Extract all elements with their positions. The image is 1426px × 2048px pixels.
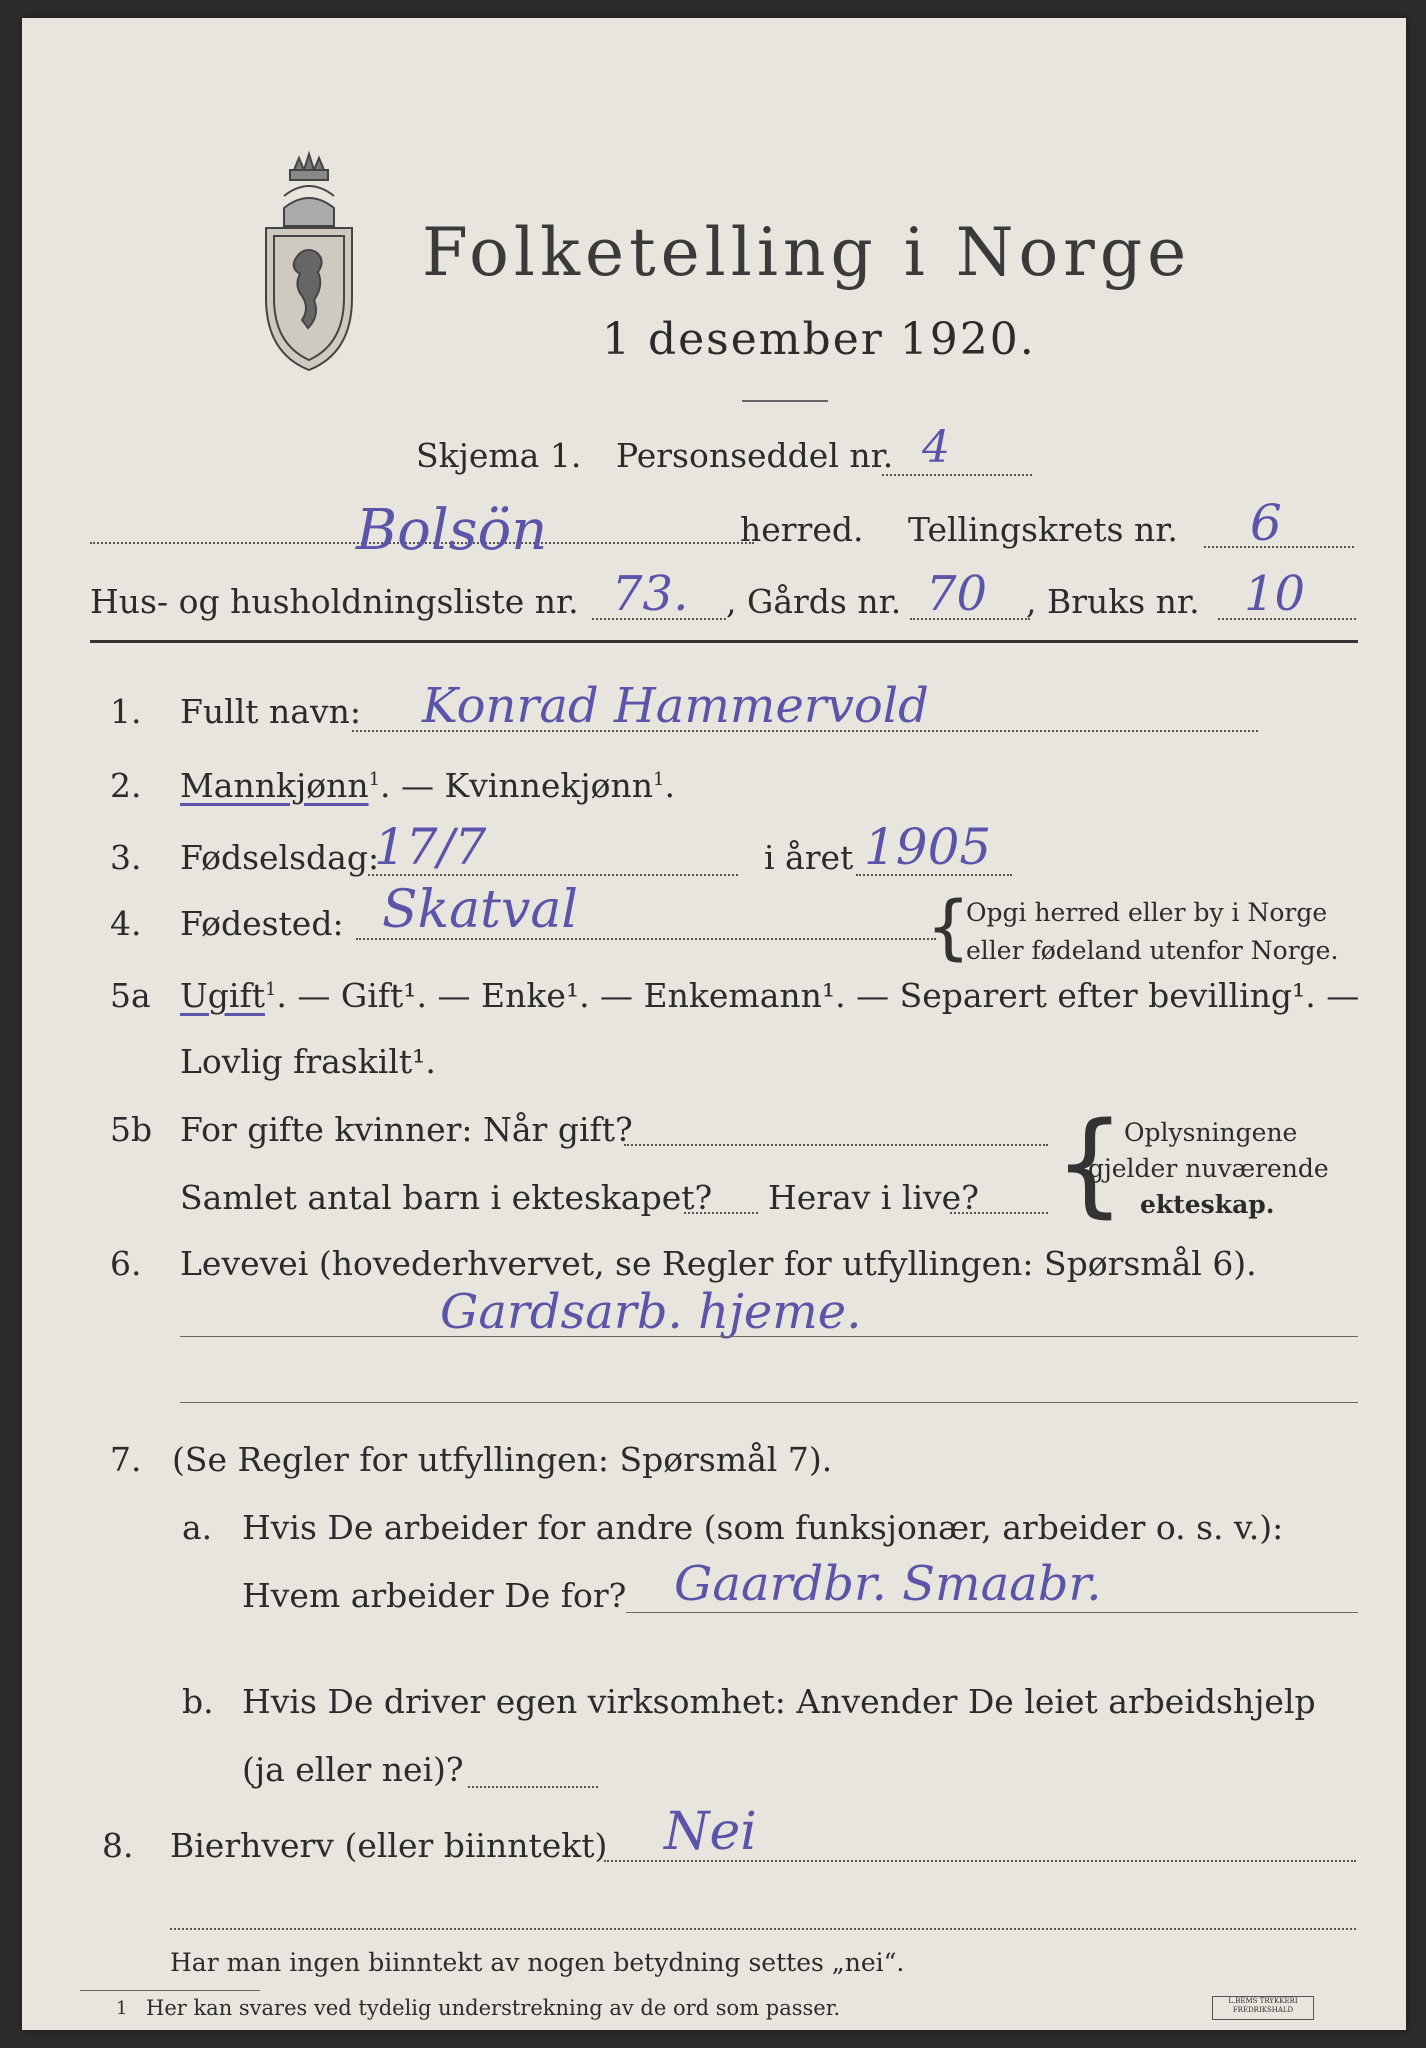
footer-note: Har man ingen biinntekt av nogen betydning settes „nei“.	[170, 1948, 905, 1977]
q7a-line1: Hvis De arbeider for andre (som funksjonær, arbeider o. s. v.):	[242, 1508, 1284, 1547]
side-income-value: Nei	[664, 1802, 757, 1862]
q7b-line1: Hvis De driver egen virksomhet: Anvender De leiet arbeidshjelp	[242, 1682, 1316, 1721]
census-form	[22, 18, 1406, 2030]
q5a-number: 5a	[110, 976, 151, 1015]
marriage-note-brace: {	[1054, 1099, 1126, 1229]
title-divider	[742, 400, 828, 402]
occupation-field-line-1[interactable]	[180, 1336, 1358, 1337]
personseddel-field[interactable]	[882, 474, 1032, 476]
birthplace-value: Skatval	[382, 880, 579, 940]
coat-of-arms-icon	[254, 148, 364, 373]
side-income-field-2[interactable]	[170, 1928, 1356, 1930]
q7-label: (Se Regler for utfyllingen: Spørsmål 7).	[172, 1440, 833, 1479]
employer-label: Hvem arbeider De for?	[242, 1576, 627, 1615]
full-name-value: Konrad Hammervold	[422, 678, 929, 734]
hired-help-label: (ja eller nei)?	[242, 1750, 464, 1789]
tellingskrets-value: 6	[1250, 494, 1282, 552]
children-alive-field[interactable]	[950, 1212, 1048, 1214]
q6-number: 6.	[110, 1244, 142, 1283]
hus-label: Hus- og husholdningsliste nr.	[90, 582, 579, 621]
q1-number: 1.	[110, 692, 142, 731]
q4-number: 4.	[110, 904, 142, 943]
gards-label: , Gårds nr.	[726, 582, 902, 621]
employer-value: Gaardbr. Smaabr.	[674, 1556, 1102, 1612]
q7b-letter: b.	[182, 1682, 214, 1721]
form-title: Folketelling i Norge	[422, 214, 1192, 291]
marriage-note-1: Oplysningene	[1124, 1118, 1298, 1147]
birthplace-note-brace: {	[926, 886, 971, 968]
occupation-label: Levevei (hovederhvervet, se Regler for utfyllingen: Spørsmål 6).	[180, 1244, 1257, 1283]
q2-number: 2.	[110, 766, 142, 805]
bruks-label: , Bruks nr.	[1026, 582, 1200, 621]
marital-other-options[interactable]: . — Gift¹. — Enke¹. — Enkemann¹. — Separert efter bevilling¹. —	[276, 976, 1360, 1015]
birthplace-label: Fødested:	[180, 904, 344, 943]
q3-number: 3.	[110, 838, 142, 877]
hired-help-field[interactable]	[468, 1786, 598, 1788]
female-option[interactable]: Kvinnekjønn	[444, 766, 654, 805]
occupation-value: Gardsarb. hjeme.	[440, 1284, 862, 1340]
sex-separator: . —	[380, 766, 445, 805]
marital-divorced-option[interactable]: Lovlig fraskilt¹.	[180, 1042, 436, 1081]
marriage-note-2: gjelder nuværende	[1088, 1154, 1329, 1183]
birthdate-value: 17/7	[374, 818, 487, 876]
children-total-field[interactable]	[684, 1212, 758, 1214]
side-income-label: Bierhverv (eller biinntekt)	[170, 1826, 608, 1865]
q5b-number: 5b	[110, 1110, 153, 1149]
census-date: 1 desember 1920.	[602, 314, 1036, 365]
gards-value: 70	[926, 566, 988, 622]
children-alive-label: Herav i live?	[768, 1178, 979, 1217]
schema-label: Skjema 1.	[416, 436, 582, 475]
q1-label: Fullt navn:	[180, 692, 361, 731]
marital-options: Ugift$^1$. — Gift¹. — Enke¹. — Enkemann¹. — Separert efter bevilling¹. —	[180, 976, 1360, 1015]
personseddel-label: Personseddel nr.	[616, 436, 894, 475]
occupation-field-line-2[interactable]	[180, 1402, 1358, 1403]
marriage-note-3: ekteskap.	[1140, 1190, 1275, 1219]
birthdate-label: Fødselsdag:	[180, 838, 380, 877]
footnote-mark: 1	[116, 1998, 128, 2019]
q7-number: 7.	[110, 1440, 142, 1479]
footnote-text: Her kan svares ved tydelig understrekning av de ord som passer.	[146, 1996, 841, 2020]
printer-stamp: L.BEMS TRYKKERI FREDRIKSHALD	[1212, 1996, 1314, 2020]
herred-value: Bolsön	[356, 498, 548, 563]
children-total-label: Samlet antal barn i ekteskapet?	[180, 1178, 713, 1217]
header-rule	[90, 640, 1358, 643]
footnote-rule	[80, 1990, 260, 1991]
birthplace-note-1: Opgi herred eller by i Norge	[966, 898, 1328, 927]
birthyear-value: 1905	[864, 818, 992, 876]
birthplace-note-2: eller fødeland utenfor Norge.	[966, 936, 1339, 965]
q7a-letter: a.	[182, 1508, 213, 1547]
bruks-value: 10	[1244, 566, 1306, 622]
ugift-option[interactable]: Ugift	[180, 976, 265, 1015]
personseddel-value: 4	[922, 422, 950, 473]
employer-field[interactable]	[626, 1612, 1358, 1613]
tellingskrets-label: Tellingskrets nr.	[908, 510, 1178, 549]
sex-options: Mannkjønn$^1$. — Kvinnekjønn$^1$.	[180, 766, 675, 805]
married-when-field[interactable]	[624, 1144, 1048, 1146]
sex-end: .	[664, 766, 675, 805]
q8-number: 8.	[102, 1826, 134, 1865]
herred-label: herred.	[740, 510, 864, 549]
married-when-label: For gifte kvinner: Når gift?	[180, 1110, 633, 1149]
birthyear-label: i året	[764, 838, 854, 877]
male-option[interactable]: Mannkjønn	[180, 766, 369, 805]
hus-value: 73.	[612, 566, 689, 622]
